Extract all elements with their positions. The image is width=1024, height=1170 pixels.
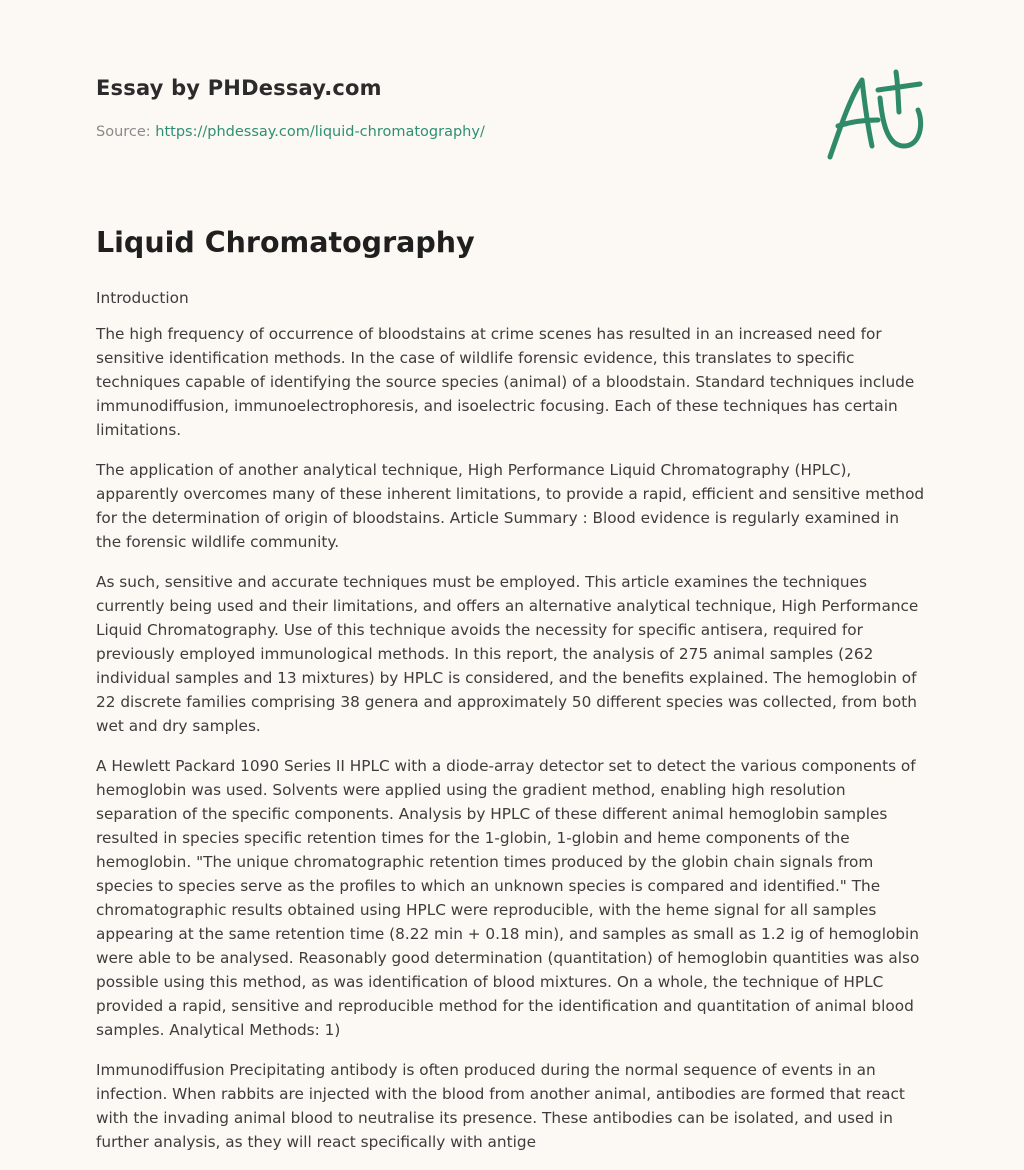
paragraph: The high frequency of occurrence of bloodstains at crime scenes has resulted in an increased need for sensitive identification methods. In the case of wildlife forensic evidence, this translates to specific techniques capable of identifying the source species (animal) of a bloodstain. Standard techniques include immunodiffusion, immunoelectrophoresis, and isoelectric focusing. Each of these techniques has certain limitations.: [96, 325, 915, 439]
paragraph: The application of another analytical technique, High Performance Liquid Chromatography (HPLC), apparently overcomes many of these inherent limitations, to provide a rapid, efficient and sensitive method for the determination of origin of bloodstains. Article Summary : Blood evidence is regularly examined in the forensic wildlife community.: [96, 461, 925, 551]
a-plus-logo-icon: [820, 68, 930, 164]
paragraph: As such, sensitive and accurate techniques must be employed. This article examines the techniques currently being used and their limitations, and offers an alternative analytical technique, High Performance Liquid Chromatography. Use of this technique avoids the necessity for specific antisera, required for previously employed immunological methods. In this report, the analysis of 275 animal samples (262 individual samples and 13 mixtures) by HPLC is considered, and the benefits explained. The hemoglobin of 22 discrete families comprising 38 genera and approximately 50 different species was collected, from both wet and dry samples.: [96, 573, 919, 735]
essay-title: Liquid Chromatography: [96, 226, 475, 259]
source-label: Source:: [96, 124, 151, 140]
source-line: [96, 124, 485, 140]
site-brand: Essay by PHDessay.com: [96, 76, 382, 100]
source-link[interactable]: https://phdessay.com/liquid-chromatography/: [155, 124, 485, 140]
paragraph: Immunodiffusion Precipitating antibody is often produced during the normal sequence of events in an infection. When rabbits are injected with the blood from another animal, antibodies are formed that react with the invading animal blood to neutralise its presence. These antibodies can be isolated, and used in further analysis, as they will react specifically with antige: [96, 1061, 905, 1151]
essay-body: [96, 286, 926, 1170]
paragraph-introduction: Introduction: [96, 289, 189, 307]
paragraph: A Hewlett Packard 1090 Series II HPLC with a diode-array detector set to detect the various components of hemoglobin was used. Solvents were applied using the gradient method, enabling high resolution separation of the specific components. Analysis by HPLC of these different animal hemoglobin samples resulted in species specific retention times for the 1-globin, 1-globin and heme components of the hemoglobin. "The unique chromatographic retention times produced by the globin chain signals from species to species serve as the profiles to which an unknown species is compared and identified." The chromatographic results obtained using HPLC were reproducible, with the heme signal for all samples appearing at the same retention time (8.22 min + 0.18 min), and samples as small as 1.2 ig of hemoglobin were able to be analysed. Reasonably good determination (quantitation) of hemoglobin quantities was also possible using this method, as was identification of blood mixtures. On a whole, the technique of HPLC provided a rapid, sensitive and reproducible method for the identification and quantitation of animal blood samples. Analytical Methods: 1): [96, 757, 920, 1039]
